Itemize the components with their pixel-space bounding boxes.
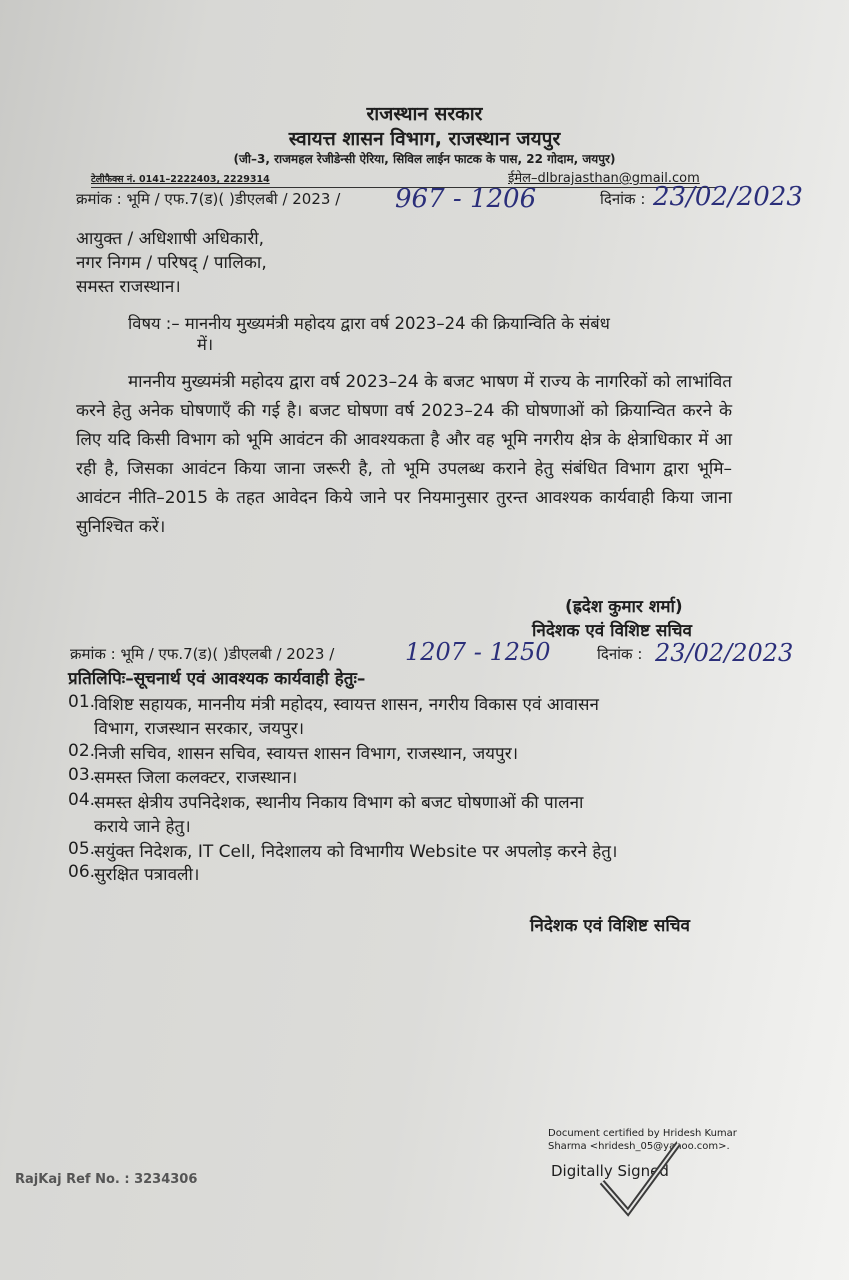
reference-number-handwritten: 1207 - 1250 xyxy=(405,638,551,666)
list-item: विशिष्ट सहायक, माननीय मंत्री महोदय, स्वायत्त शासन, नगरीय विकास एवं आवासन xyxy=(94,695,599,715)
rajkaj-reference: RajKaj Ref No. : 3234306 xyxy=(15,1172,198,1187)
signatory-title: निदेशक एवं विशिष्ट सचिव xyxy=(532,621,692,641)
date-handwritten: 23/02/2023 xyxy=(653,182,803,212)
office-address: (जी–3, राजमहल रेजीडेन्सी ऐरिया, सिविल लाईन फाटक के पास, 22 गोदाम, जयपुर) xyxy=(233,152,616,166)
checkmark-icon xyxy=(598,1138,683,1220)
reference-number-label: क्रमांक : भूमि / एफ.7(ड)( )डीएलबी / 2023 / xyxy=(70,645,335,663)
closing-signatory-title: निदेशक एवं विशिष्ट सचिव xyxy=(530,916,690,936)
addressee-line: नगर निगम / परिषद् / पालिका, xyxy=(76,253,267,273)
addressee-line: समस्त राजस्थान। xyxy=(76,277,181,297)
department-title: स्वायत्त शासन विभाग, राजस्थान जयपुर xyxy=(288,128,561,150)
addressee-line: आयुक्त / अधिशाषी अधिकारी, xyxy=(76,229,265,249)
list-item-number: 03. xyxy=(68,765,96,785)
subject-line: विषय :– माननीय मुख्यमंत्री महोदय द्वारा वर्ष 2023–24 की क्रियान्विति के संबंध xyxy=(128,314,610,333)
certification-text: Sharma <hridesh_05@yahoo.com>. xyxy=(548,1141,730,1152)
list-item: समस्त जिला कलक्टर, राजस्थान। xyxy=(94,768,298,788)
list-item-number: 01. xyxy=(68,692,96,712)
list-item-number: 06. xyxy=(68,862,96,882)
list-item: सयुंक्त निदेशक, IT Cell, निदेशालय को विभागीय Website पर अपलोड़ करने हेतु। xyxy=(94,842,618,862)
date-label: दिनांक : xyxy=(597,645,643,663)
list-item: समस्त क्षेत्रीय उपनिदेशक, स्थानीय निकाय विभाग को बजट घोषणाओं की पालना xyxy=(94,793,584,813)
date-label: दिनांक : xyxy=(600,190,646,208)
govt-title: राजस्थान सरकार xyxy=(366,103,483,125)
list-item: कराये जाने हेतु। xyxy=(94,817,191,837)
copy-heading: प्रतिलिपिः–सूचनार्थ एवं आवश्यक कार्यवाही हेतुः– xyxy=(68,669,366,689)
certification-text: Document certified by Hridesh Kumar xyxy=(548,1128,737,1139)
telefax: टेलीफैक्स नं. 0141–2222403, 2229314 xyxy=(91,174,270,185)
list-item: विभाग, राजस्थान सरकार, जयपुर। xyxy=(94,719,305,739)
list-item: सुरक्षित पत्रावली। xyxy=(94,865,200,885)
email: ईमेल–dlbrajasthan@gmail.com xyxy=(508,171,700,186)
list-item-number: 05. xyxy=(68,839,96,859)
subject-line: में। xyxy=(197,335,214,354)
list-item-number: 02. xyxy=(68,741,96,761)
reference-number-handwritten: 967 - 1206 xyxy=(395,184,537,214)
list-item-number: 04. xyxy=(68,790,96,810)
signatory-name: (ह्रदेश कुमार शर्मा) xyxy=(565,597,683,617)
list-item: निजी सचिव, शासन सचिव, स्वायत्त शासन विभाग, राजस्थान, जयपुर। xyxy=(94,744,519,764)
date-handwritten: 23/02/2023 xyxy=(655,639,794,667)
body-paragraph: माननीय मुख्यमंत्री महोदय द्वारा वर्ष 2023–24 के बजट भाषण में राज्य के नागरिकों को लाभांवित करने हेतु अनेक घोषणाएँ की गई है। बजट घोषणा वर्ष 2023–24 की घोषणाओं को क्रियान्वित करने के लिए यदि किसी विभाग को भूमि आवंटन की आवश्यकता है और वह भूमि नगरीय क्षेत्र के क्षेत्राधिकार में आ रही है, जिसका आवंटन किया जाना जरूरी है, तो भूमि उपलब्ध कराने हेतु संबंधित विभाग द्वारा भूमि–आवंटन नीति–2015 के तहत आवेदन किये जाने पर नियमानुसार तुरन्त आवश्यक कार्यवाही किया जाना सुनिश्चित करें। xyxy=(76,372,732,537)
digitally-signed-label: Digitally Signed xyxy=(551,1162,669,1180)
reference-number-label: क्रमांक : भूमि / एफ.7(ड)( )डीएलबी / 2023 / xyxy=(76,190,341,208)
